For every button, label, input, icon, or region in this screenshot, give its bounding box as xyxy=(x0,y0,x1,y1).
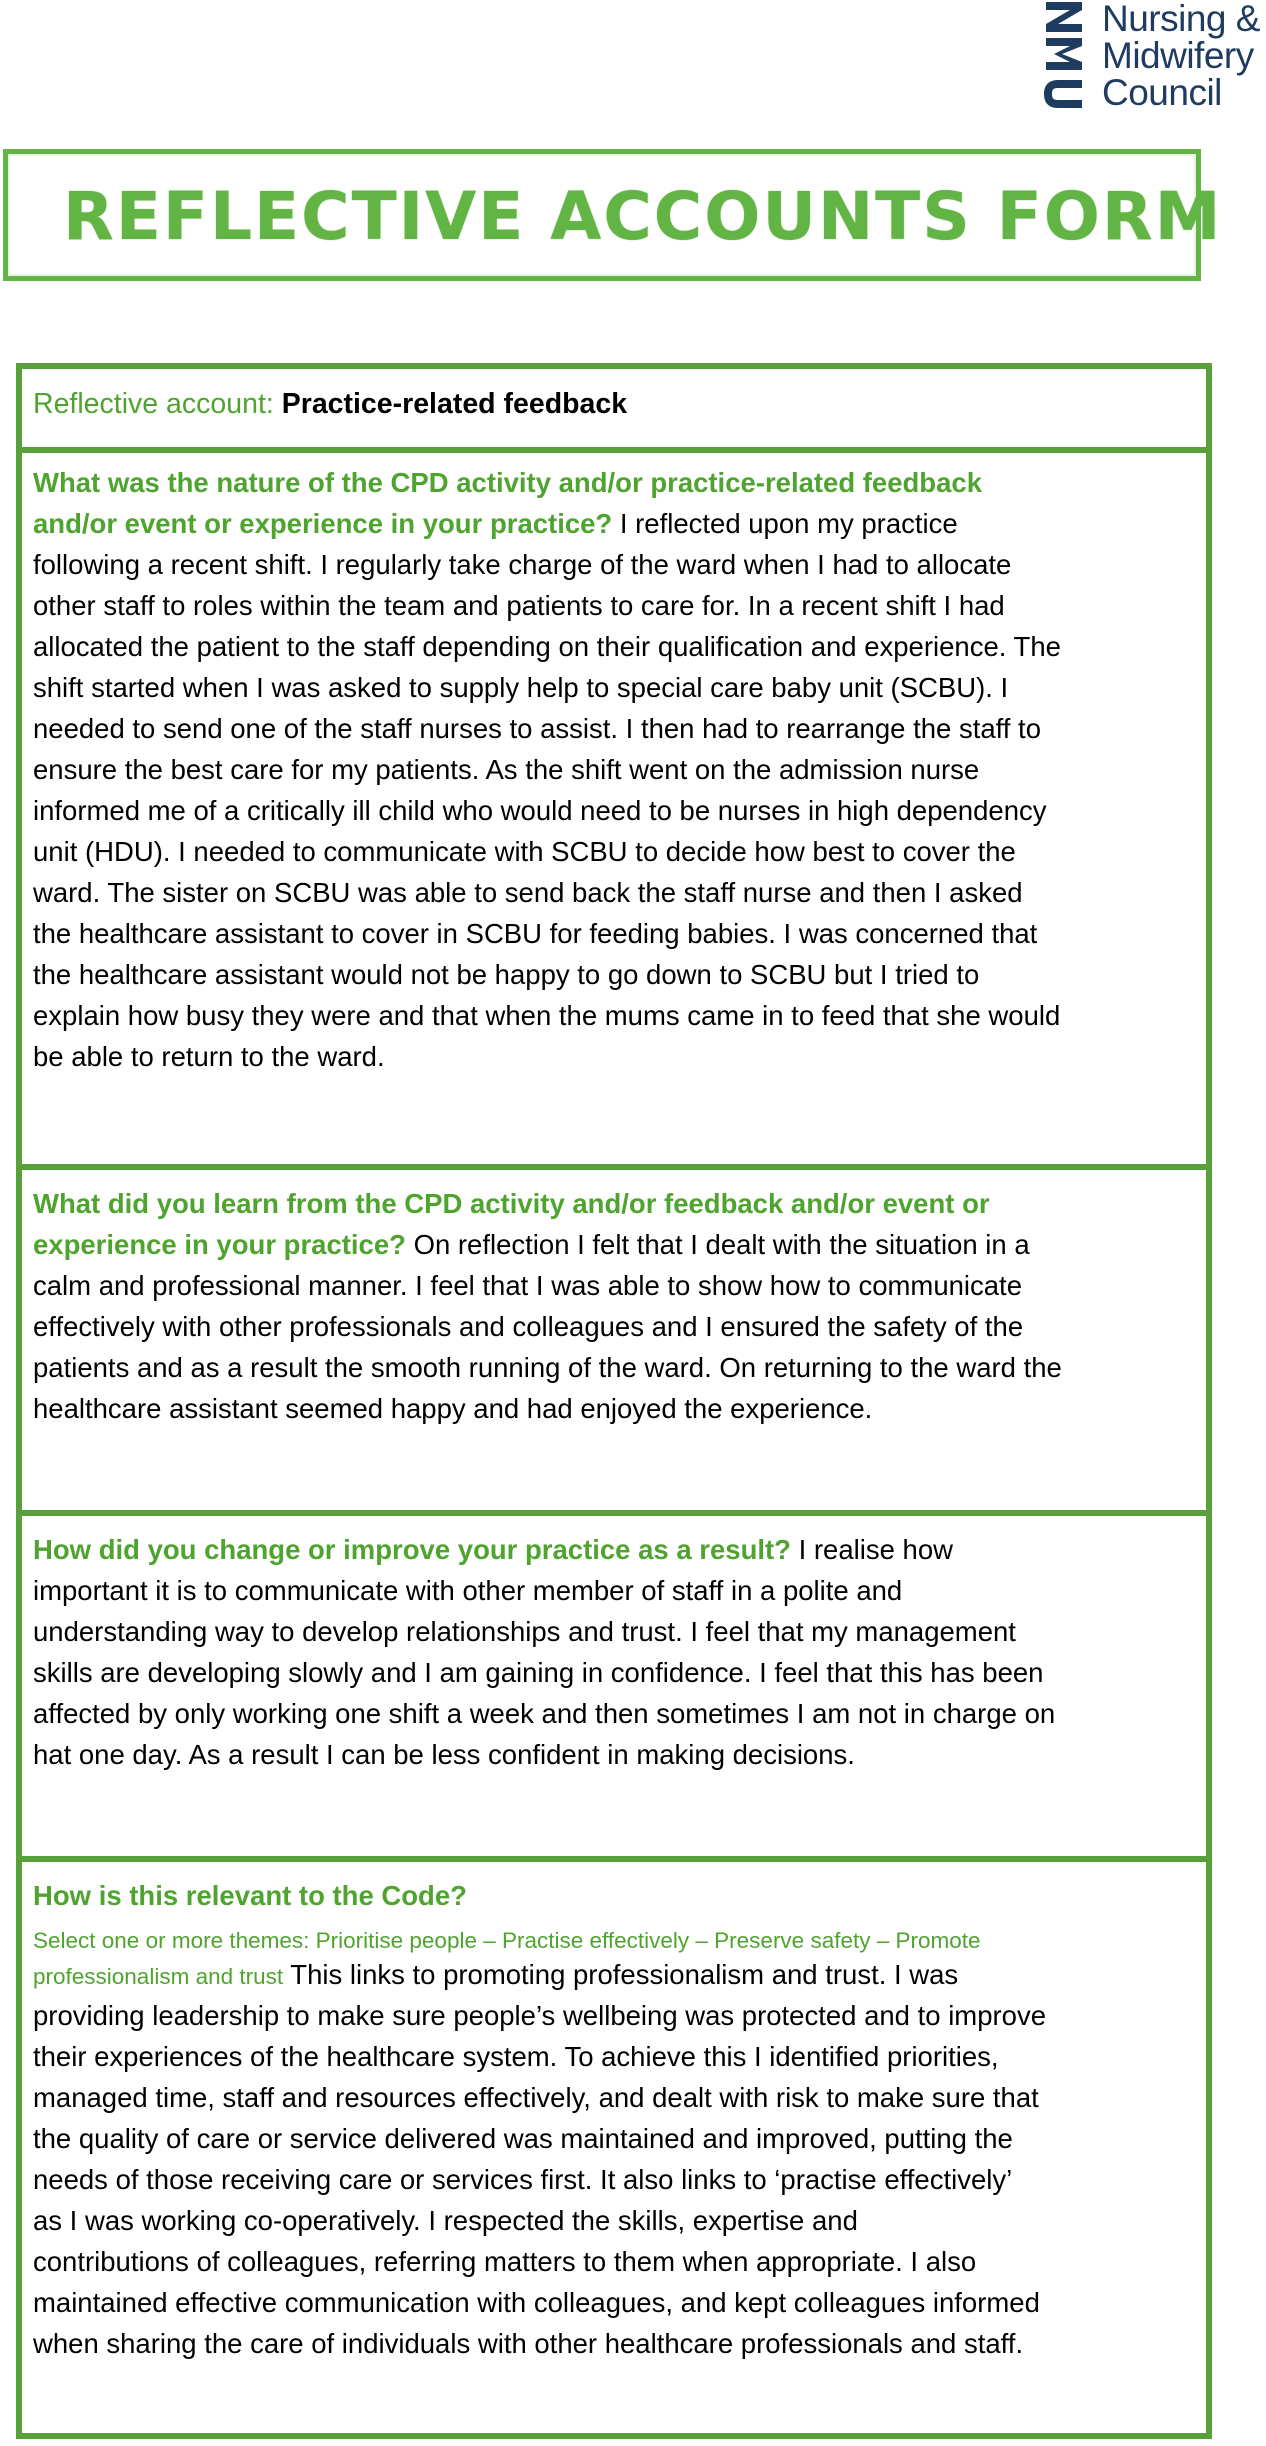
logo-line-2: Midwifery xyxy=(1102,35,1254,76)
practice-change-section xyxy=(22,1510,1206,1856)
learning-section xyxy=(22,1164,1206,1510)
reflective-account-value: Practice-related feedback xyxy=(281,388,628,420)
page-title: REFLECTIVE ACCOUNTS FORM xyxy=(63,178,1223,255)
learning-text: What did you learn from the CPD activity and/or feedback and/or event or experience in your practice? On reflection I felt that I dealt with the situation in a calm and professional manner. I feel that I was able to show how to communicate effectively with other professionals and colleagues and I ensured the safety of the patients and as a result the smooth running of the ward. On returning to the ward the healthcare assistant seemed happy and had enjoyed the experience. xyxy=(33,1188,1062,1424)
cpd-activity-text: What was the nature of the CPD activity and/or practice-related feedback and/or event or experience in your practice? I reflected upon my practice following a recent shift. I regularly take charge of the ward when I had to allocate other staff to roles within the team and patients to care for. In a recent shift I had allocated the patient to the staff depending on their qualification and experience. The shift started when I was asked to supply help to special care baby unit (SCBU). I needed to send one of the staff nurses to assist. I then had to rearrange the staff to ensure the best care for my patients. As the shift went on the admission nurse informed me of a critically ill child who would need to be nurses in high dependency unit (HDU). I needed to communicate with SCBU to decide how best to cover the ward. The sister on SCBU was able to send back the staff nurse and then I asked the healthcare assistant to cover in SCBU for feeding babies. I was concerned that the healthcare assistant would not be happy to go down to SCBU but I tried to explain how busy they were and that when the mums came in to feed that she would be able to return to the ward. xyxy=(33,467,1061,1072)
code-relevance-section xyxy=(22,1856,1206,2433)
logo-line-3: Council xyxy=(1102,72,1222,113)
cpd-activity-section xyxy=(22,447,1206,1164)
nmc-logo-wordmark xyxy=(1102,0,1260,111)
reflective-account-form xyxy=(16,363,1212,2439)
reflective-account-row xyxy=(22,369,1206,447)
nmc-logo xyxy=(1040,0,1266,112)
reflective-account-label: Reflective account: xyxy=(33,388,274,420)
reflective-account-heading xyxy=(33,384,1146,425)
code-relevance-text: How is this relevant to the Code? Select one or more themes: Prioritise people – Practise effectively – Preserve safety – Promote professionalism and trust This links to promoting professionalism and trust. I was providing leadership to make sure people’s wellbeing was protected and to improve their experiences of the healthcare system. To achieve this I identified priorities, managed time, staff and resources effectively, and dealt with risk to make sure that the quality of care or service delivered was maintained and improved, putting the needs of those receiving care or services first. It also links to ‘practise effectively’ as I was working co-operatively. I respected the skills, expertise and contributions of colleagues, referring matters to them when appropriate. I also maintained effective communication with colleagues, and kept colleagues informed when sharing the care of individuals with other healthcare professionals and staff. xyxy=(33,1880,1047,2359)
practice-change-text: How did you change or improve your practice as a result? I realise how important it is to communicate with other member of staff in a polite and understanding way to develop relationships and trust. I feel that my management skills are developing slowly and I am gaining in confidence. I feel that this has been affected by only working one shift a week and then sometimes I am not in charge on hat one day. As a result I can be less confident in making decisions. xyxy=(33,1534,1056,1770)
nmc-logo-mark xyxy=(1040,0,1088,112)
title-banner xyxy=(3,149,1223,281)
logo-line-1: Nursing & xyxy=(1102,0,1260,39)
